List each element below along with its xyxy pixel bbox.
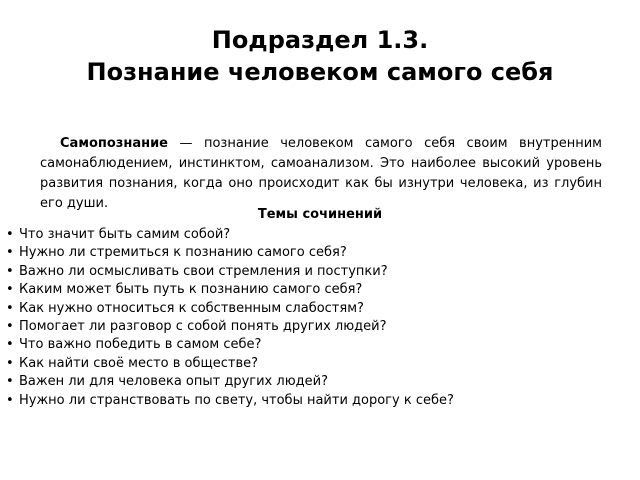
list-item: • Что важно победить в самом себе? [6, 336, 626, 354]
list-item: • Каким может быть путь к познанию самого себя? [6, 281, 626, 299]
list-item: • Важен ли для человека опыт других людей? [6, 373, 626, 391]
title-line-2: Познание человеком самого себя [86, 58, 554, 86]
list-item: • Нужно ли странствовать по свету, чтобы найти дорогу к себе? [6, 392, 626, 410]
definition-text: — познание человеком самого себя своим внутренним самонаблюдением, инстинктом, самоанализом. Это наиболее высокий уровень развития познания, когда оно происходит как бы изнутри человека, из глубин его души. [40, 136, 602, 211]
list-item: • Нужно ли стремиться к познанию самого себя? [6, 244, 626, 262]
list-item: • Помогает ли разговор с собой понять других людей? [6, 318, 626, 336]
list-item: • Как найти своё место в обществе? [6, 355, 626, 373]
page-title [0, 24, 640, 88]
topics-heading: Темы сочинений [257, 207, 383, 222]
list-item: • Как нужно относиться к собственным слабостям? [6, 300, 626, 318]
list-item: • Что значит быть самим собой? [6, 226, 626, 244]
title-line-1: Подраздел 1.3. [211, 26, 429, 54]
definition-paragraph [40, 134, 602, 214]
list-item: • Важно ли осмысливать свои стремления и поступки? [6, 263, 626, 281]
topics-list [6, 226, 626, 410]
definition-term: Самопознание [60, 136, 168, 151]
